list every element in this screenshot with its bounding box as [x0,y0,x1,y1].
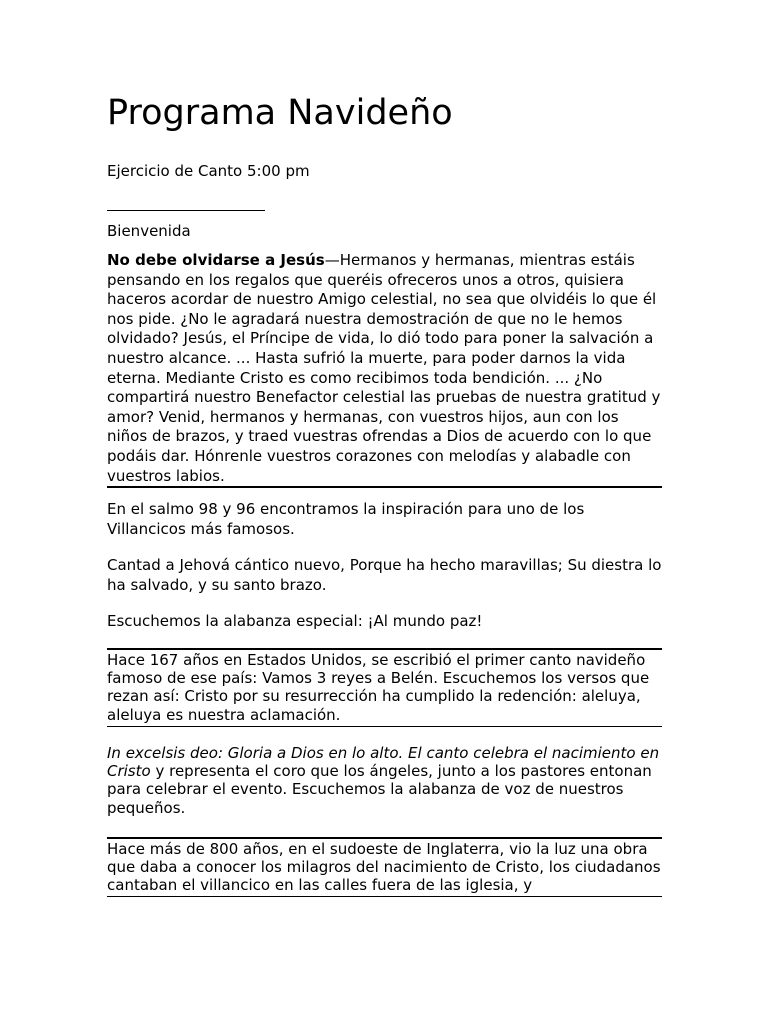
paragraph-psalm: En el salmo 98 y 96 encontramos la inspiración para uno de los Villancicos más famosos. [107,500,585,538]
paragraph-jesus [107,251,662,486]
paragraph-jesus-text: —Hermanos y hermanas, mientras estáis pensando en los regalos que queréis ofreceros unos a otros, quisiera haceros acordar de nuestro Amigo celestial, no sea que olvidéis lo que él nos pide. ¿No le agradará nuestra demostración de que no le hemos olvidado? Jesús, el Príncipe de vida, lo dió todo para poner la salvación a nuestro alcance. ... Hasta sufrió la muerte, para poder darnos la vida eterna. Mediante Cristo es como recibimos toda bendición. ... ¿No compartirá nuestro Benefactor celestial las pruebas de nuestra gratitud y amor? Venid, hermanos y hermanas, con vuestros hijos, aun con los niños de brazos, y traed vuestras ofrendas a Dios de acuerdo con lo que podáis dar. Hónrenle vuestros corazones con melodías y alabadle con vuestros labios. [107,251,661,485]
rehearsal-time: Ejercicio de Canto 5:00 pm [107,162,310,180]
paragraph-excelsis [107,744,662,817]
paragraph-psalm-verse: Cantad a Jehová cántico nuevo, Porque ha hecho maravillas; Su diestra lo ha salvado, y su santo brazo. [107,556,662,594]
paragraph-england: Hace más de 800 años, en el sudoeste de Inglaterra, vio la luz una obra que daba a conocer los milagros del nacimiento de Cristo, los ciudadanos cantaban el villancico en las calles fuera de las iglesia, y [107,840,661,895]
paragraph-song-announcement: Escuchemos la alabanza especial: ¡Al mundo paz! [107,612,483,630]
divider [107,896,662,897]
welcome-heading: Bienvenida [107,222,191,240]
blank-line [107,210,265,211]
divider [107,648,662,650]
paragraph-excelsis-text: y representa el coro que los ángeles, junto a los pastores entonan para celebrar el evento. Escuchemos la alabanza de voz de nuestros pequeños. [107,762,652,817]
divider [107,837,662,839]
page-title: Programa Navideño [107,93,453,133]
paragraph-three-kings: Hace 167 años en Estados Unidos, se escribió el primer canto navideño famoso de ese país: Vamos 3 reyes a Belén. Escuchemos los versos que rezan así: Cristo por su resurrección ha cumplido la redención: aleluya, aleluya es nuestra aclamación. [107,651,650,724]
divider [107,726,662,727]
paragraph-jesus-bold: No debe olvidarse a Jesús [107,251,325,269]
divider [107,486,662,488]
paragraph-excelsis-italic: In excelsis deo: Gloria a Dios en lo alto. El canto celebra el nacimiento en Cristo [107,744,660,781]
